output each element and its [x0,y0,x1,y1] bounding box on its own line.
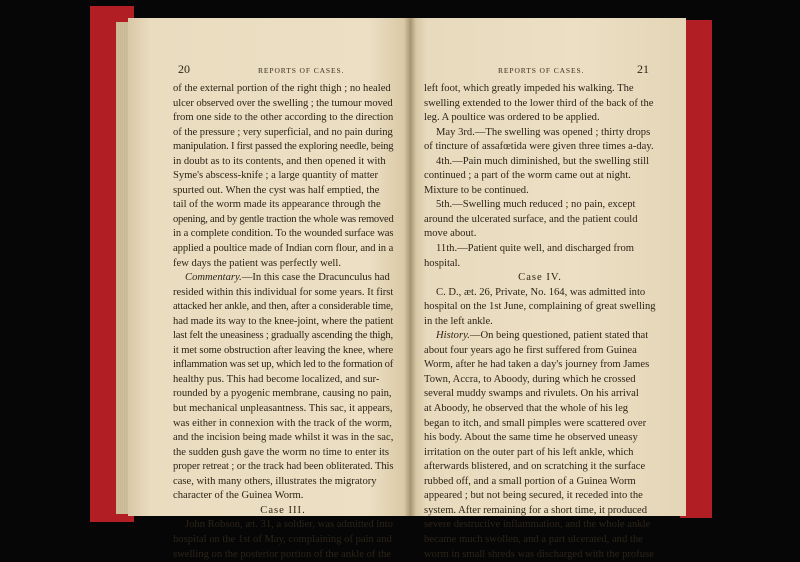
text-line [424,417,656,432]
section-heading [424,271,656,286]
text-line [173,548,393,562]
text-line [424,111,656,126]
line-text: Mixture to be continued. [424,185,529,196]
line-text: hospital. [424,258,460,269]
text-line [424,358,656,373]
text-line [424,329,656,344]
text-line [173,431,393,446]
line-text: began to itch, and small pimples were scattered over [424,418,646,429]
text-line [173,518,393,533]
text-line [424,548,656,562]
text-line [424,227,656,242]
right-page-text [424,82,656,562]
line-text: had made its way to the knee-joint, where the patient [173,316,393,327]
line-text: left foot, which greatly impeded his walking. The [424,83,634,94]
line-text: around the ulcerated surface, and the patient could [424,214,638,225]
text-line [173,169,393,184]
line-text: of the pressure ; very superficial, and no pain during [173,127,393,138]
text-line [173,111,393,126]
text-line [424,460,656,475]
line-text: tail of the worm made its appearance through the [173,199,381,210]
text-line [424,373,656,388]
text-line [424,82,656,97]
line-text: resided within this individual for some years. It first [173,287,393,298]
italic-lead: History. [436,330,470,341]
text-line [173,242,393,257]
text-line [173,184,393,199]
left-page-text [173,82,393,562]
text-line [173,402,393,417]
line-text: of tincture of assafœtida were given three times a-day. [424,141,654,152]
text-line [173,387,393,402]
line-text: Case III. [260,505,305,516]
line-text: became much swollen, and a part ulcerated, and the [424,534,643,545]
line-text: Syme's abscess-knife ; a large quantity of matter [173,170,378,181]
line-text: proper retreat ; or the track had been obliterated. This [173,461,393,472]
line-text: move about. [424,228,476,239]
line-text: irritation on the outer part of his left ankle, which [424,447,633,458]
right-running-head: REPORTS OF CASES. [498,66,584,75]
text-line [424,533,656,548]
line-text: at Aboody, he observed that the whole of his leg [424,403,628,414]
left-page-number: 20 [178,62,190,77]
text-line [173,373,393,388]
right-page-number: 21 [637,62,649,77]
text-line [173,227,393,242]
text-line [173,198,393,213]
text-line [424,402,656,417]
text-line [424,300,656,315]
line-text: his body. About the same time he observed uneasy [424,432,638,443]
text-line [424,475,656,490]
line-text: of the external portion of the right thigh ; no healed [173,83,391,94]
line-text: 11th.—Patient quite well, and discharged from [436,243,634,254]
line-text: Town, Accra, to Aboody, during which he crossed [424,374,636,385]
text-line [173,97,393,112]
line-text: swelling extended to the lower third of the back of the [424,98,653,109]
text-line [424,446,656,461]
line-text: rounded by a pyogenic membrane, causing no pain, [173,388,392,399]
line-text: several muddy swamps and rivulets. On his arrival [424,388,639,399]
line-text: appeared ; but not being secured, it receded into the [424,490,643,501]
line-text: character of the Guinea Worm. [173,490,303,501]
text-line [173,257,393,272]
text-line [173,489,393,504]
line-text: applied a poultice made of Indian corn flour, and in a [173,243,393,254]
text-line [424,198,656,213]
line-text: in a complete condition. To the wounded surface was [173,228,393,239]
text-line [173,155,393,170]
text-line [173,140,393,155]
line-text: about four years ago he first suffered from Guinea [424,345,637,356]
line-text: in doubt as to its contents, and then opened it with [173,156,386,167]
line-text: from one side to the other according to the direction [173,112,393,123]
text-line [424,140,656,155]
line-text: healthy pus. This had become localized, and sur- [173,374,379,385]
text-line [173,446,393,461]
text-line [173,315,393,330]
line-text: 5th.—Swelling much reduced ; no pain, except [436,199,635,210]
text-line [173,460,393,475]
text-line [424,344,656,359]
text-line [424,97,656,112]
line-text: case, with many others, illustrates the migratory [173,476,377,487]
line-text: opening, and by gentle traction the whole was removed [173,214,393,225]
text-line [424,257,656,272]
line-text: inflammation was set up, which led to the formation of [173,359,393,370]
italic-lead: Commentary. [185,272,242,283]
text-line [424,518,656,533]
left-running-head: REPORTS OF CASES. [258,66,344,75]
text-line [424,213,656,228]
line-text: the sudden gush gave the worm no time to enter its [173,447,389,458]
text-line [173,82,393,97]
text-line [424,286,656,301]
line-text: swelling on the posterior portion of the ankle of the [173,549,391,560]
line-text: spurted out. When the cyst was half emptied, the [173,185,379,196]
text-line [173,286,393,301]
line-text: few days the patient was perfectly well. [173,258,341,269]
text-line [173,475,393,490]
line-text: Worm, after he had taken a day's journey from James [424,359,649,370]
line-text: May 3rd.—The swelling was opened ; thirty drops [436,127,650,138]
line-text: Case IV. [518,272,562,283]
line-text: continued ; a part of the worm came out at night. [424,170,631,181]
text-line [424,242,656,257]
line-text: but mechanical unpleasantness. This sac, it appears, [173,403,393,414]
text-line [424,169,656,184]
line-text: manipulation. I first passed the exploring needle, being [173,141,393,152]
line-text: in the left ankle. [424,316,493,327]
line-text: it met some obstruction after leaving the knee, where [173,345,393,356]
line-text: system. After remaining for a short time, it produced [424,505,647,516]
book-gutter [404,18,416,516]
text-line [173,300,393,315]
line-text: hospital on the 1st of May, complaining of pain and [173,534,392,545]
line-text: hospital on the 1st June, complaining of great swelling [424,301,656,312]
line-text: attacked her ankle, and then, after a considerable time, [173,301,393,312]
line-text: was either in connexion with the track of the worm, [173,418,392,429]
text-line [424,315,656,330]
line-text: worm in small shreds was discharged with the profuse [424,549,654,560]
text-line [173,271,393,286]
text-line [173,417,393,432]
text-line [173,126,393,141]
section-heading [173,504,393,519]
line-text: ulcer observed over the swelling ; the tumour moved [173,98,393,109]
text-line [424,431,656,446]
line-text: and the incision being made whilst it was in the sac, [173,432,393,443]
line-text: 4th.—Pain much diminished, but the swelling still [436,156,649,167]
text-line [173,344,393,359]
line-text: afterwards blistered, and on scratching it the surface [424,461,645,472]
line-text: —In this case the Dracunculus had [242,272,390,283]
text-line [173,213,393,228]
text-line [424,126,656,141]
line-text: John Robson, æt. 31, a soldier, was admitted into [185,519,393,530]
text-line [424,387,656,402]
text-line [173,358,393,373]
line-text: C. D., æt. 26, Private, No. 164, was admitted into [436,287,645,298]
text-line [424,155,656,170]
line-text: leg. A poultice was ordered to be applied. [424,112,600,123]
line-text: —On being questioned, patient stated that [470,330,648,341]
text-line [173,533,393,548]
text-line [424,489,656,504]
line-text: severe destructive inflammation, and the whole ankle [424,519,650,530]
line-text: last felt the uneasiness ; gradually ascending the thigh, [173,330,393,341]
text-line [424,184,656,199]
text-line [424,504,656,519]
line-text: rubbed off, and a small portion of a Guinea Worm [424,476,636,487]
text-line [173,329,393,344]
